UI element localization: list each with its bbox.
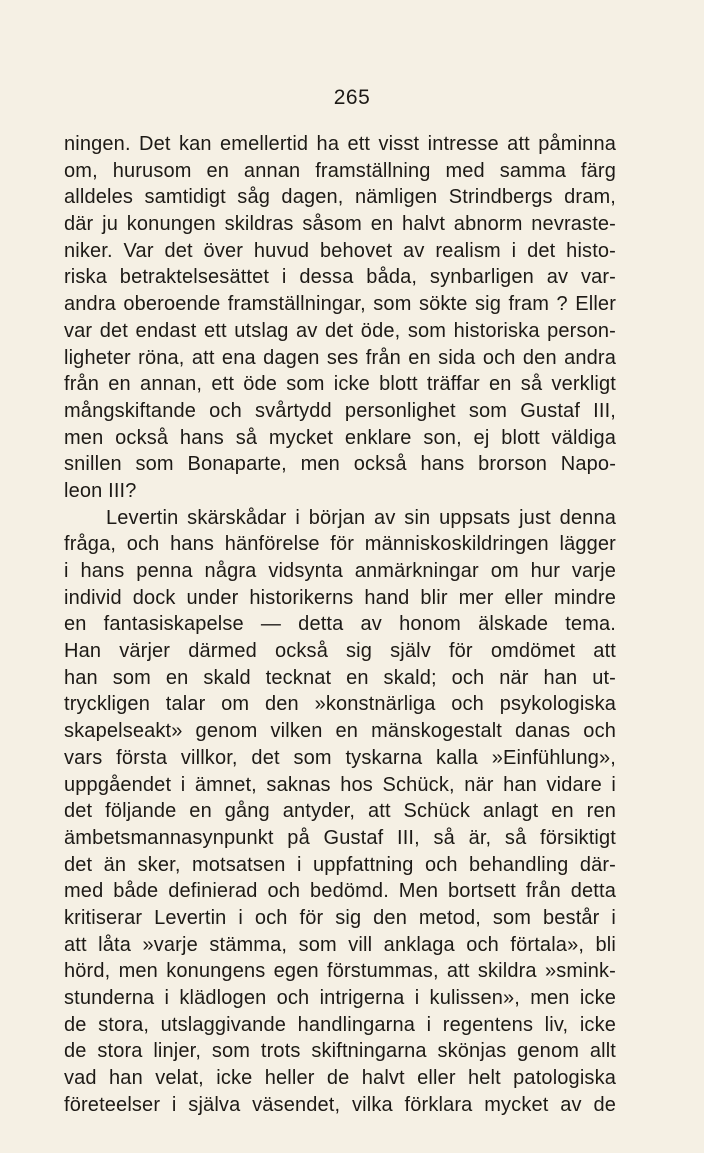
text-line: de stora linjer, som trots skiftningarna skönjas genom allt (64, 1040, 616, 1063)
text-line: ligheter röna, att ena dagen ses från en sida och den andra (64, 346, 616, 369)
text-line: individ dock under historikerns hand blir mer eller mindre (64, 586, 616, 609)
text-line: mångskiftande och svårtydd personlighet som Gustaf III, (64, 399, 616, 422)
text-line: ämbetsmannasynpunkt på Gustaf III, så är, så försiktigt (64, 826, 616, 849)
text-line: kritiserar Levertin i och för sig den metod, som består i (64, 906, 616, 929)
text-line: det följande en gång antyder, att Schück anlagt en ren (64, 800, 616, 823)
page-number: 265 (333, 86, 371, 109)
text-line: vars första villkor, det som tyskarna kalla »Einfühlung», (64, 746, 616, 769)
text-line: hörd, men konungens egen förstummas, att skildra »smink- (64, 960, 616, 983)
text-line: skapelseakt» genom vilken en mänskogestalt danas och (64, 720, 616, 743)
text-line: andra oberoende framställningar, som sökte sig fram ? Eller (64, 293, 616, 316)
text-line: ningen. Det kan emellertid ha ett visst intresse att påminna (64, 133, 616, 155)
text-line: tryckligen talar om den »konstnärliga och psykologiska (64, 693, 616, 716)
text-line: var det endast ett utslag av det öde, som historiska person- (64, 319, 616, 342)
text-line: med både definierad och bedömd. Men bortsett från detta (64, 880, 616, 903)
text-line: riska betraktelsesättet i dessa båda, synbarligen av var- (64, 266, 616, 289)
text-line: det än sker, motsatsen i uppfattning och behandling där- (64, 853, 616, 876)
text-line: om, hurusom en annan framställning med samma färg (64, 159, 616, 182)
text-line: fråga, och hans hänförelse för människoskildringen lägger (64, 533, 616, 556)
text-line: niker. Var det över huvud behovet av realism i det histo- (64, 239, 616, 262)
text-line: de stora, utslaggivande handlingarna i regentens liv, icke (64, 1013, 616, 1036)
text-line: leon III? (64, 479, 137, 502)
text-line: vad han velat, icke heller de halvt eller helt patologiska (64, 1067, 616, 1090)
text-line: men också hans så mycket enklare son, ej blott väldiga (64, 426, 616, 449)
text-line: Han värjer därmed också sig själv för omdömet att (64, 640, 616, 663)
body-text (64, 131, 616, 1118)
text-line: från en annan, ett öde som icke blott träffar en så verkligt (64, 373, 616, 396)
text-line: alldeles samtidigt såg dagen, nämligen Strindbergs dram, (64, 186, 616, 209)
text-line: stunderna i klädlogen och intrigerna i kulissen», men icke (64, 987, 616, 1009)
text-line: företeelser i själva väsendet, vilka förklara mycket av de (64, 1093, 616, 1116)
text-line: Levertin skärskådar i början av sin uppsats just denna (106, 506, 616, 529)
text-line: snillen som Bonaparte, men också hans brorson Napo- (64, 453, 616, 476)
text-line: han som en skald tecknat en skald; och när han ut- (64, 666, 616, 689)
text-line: att låta »varje stämma, som vill anklaga och förtala», bli (64, 933, 616, 956)
text-line: en fantasiskapelse — detta av honom älskade tema. (64, 613, 616, 636)
text-line: uppgåendet i ämnet, saknas hos Schück, när han vidare i (64, 773, 616, 796)
text-line: i hans penna några vidsynta anmärkningar om hur varje (64, 560, 616, 582)
text-line: där ju konungen skildras såsom en halvt abnorm nevraste- (64, 213, 616, 236)
